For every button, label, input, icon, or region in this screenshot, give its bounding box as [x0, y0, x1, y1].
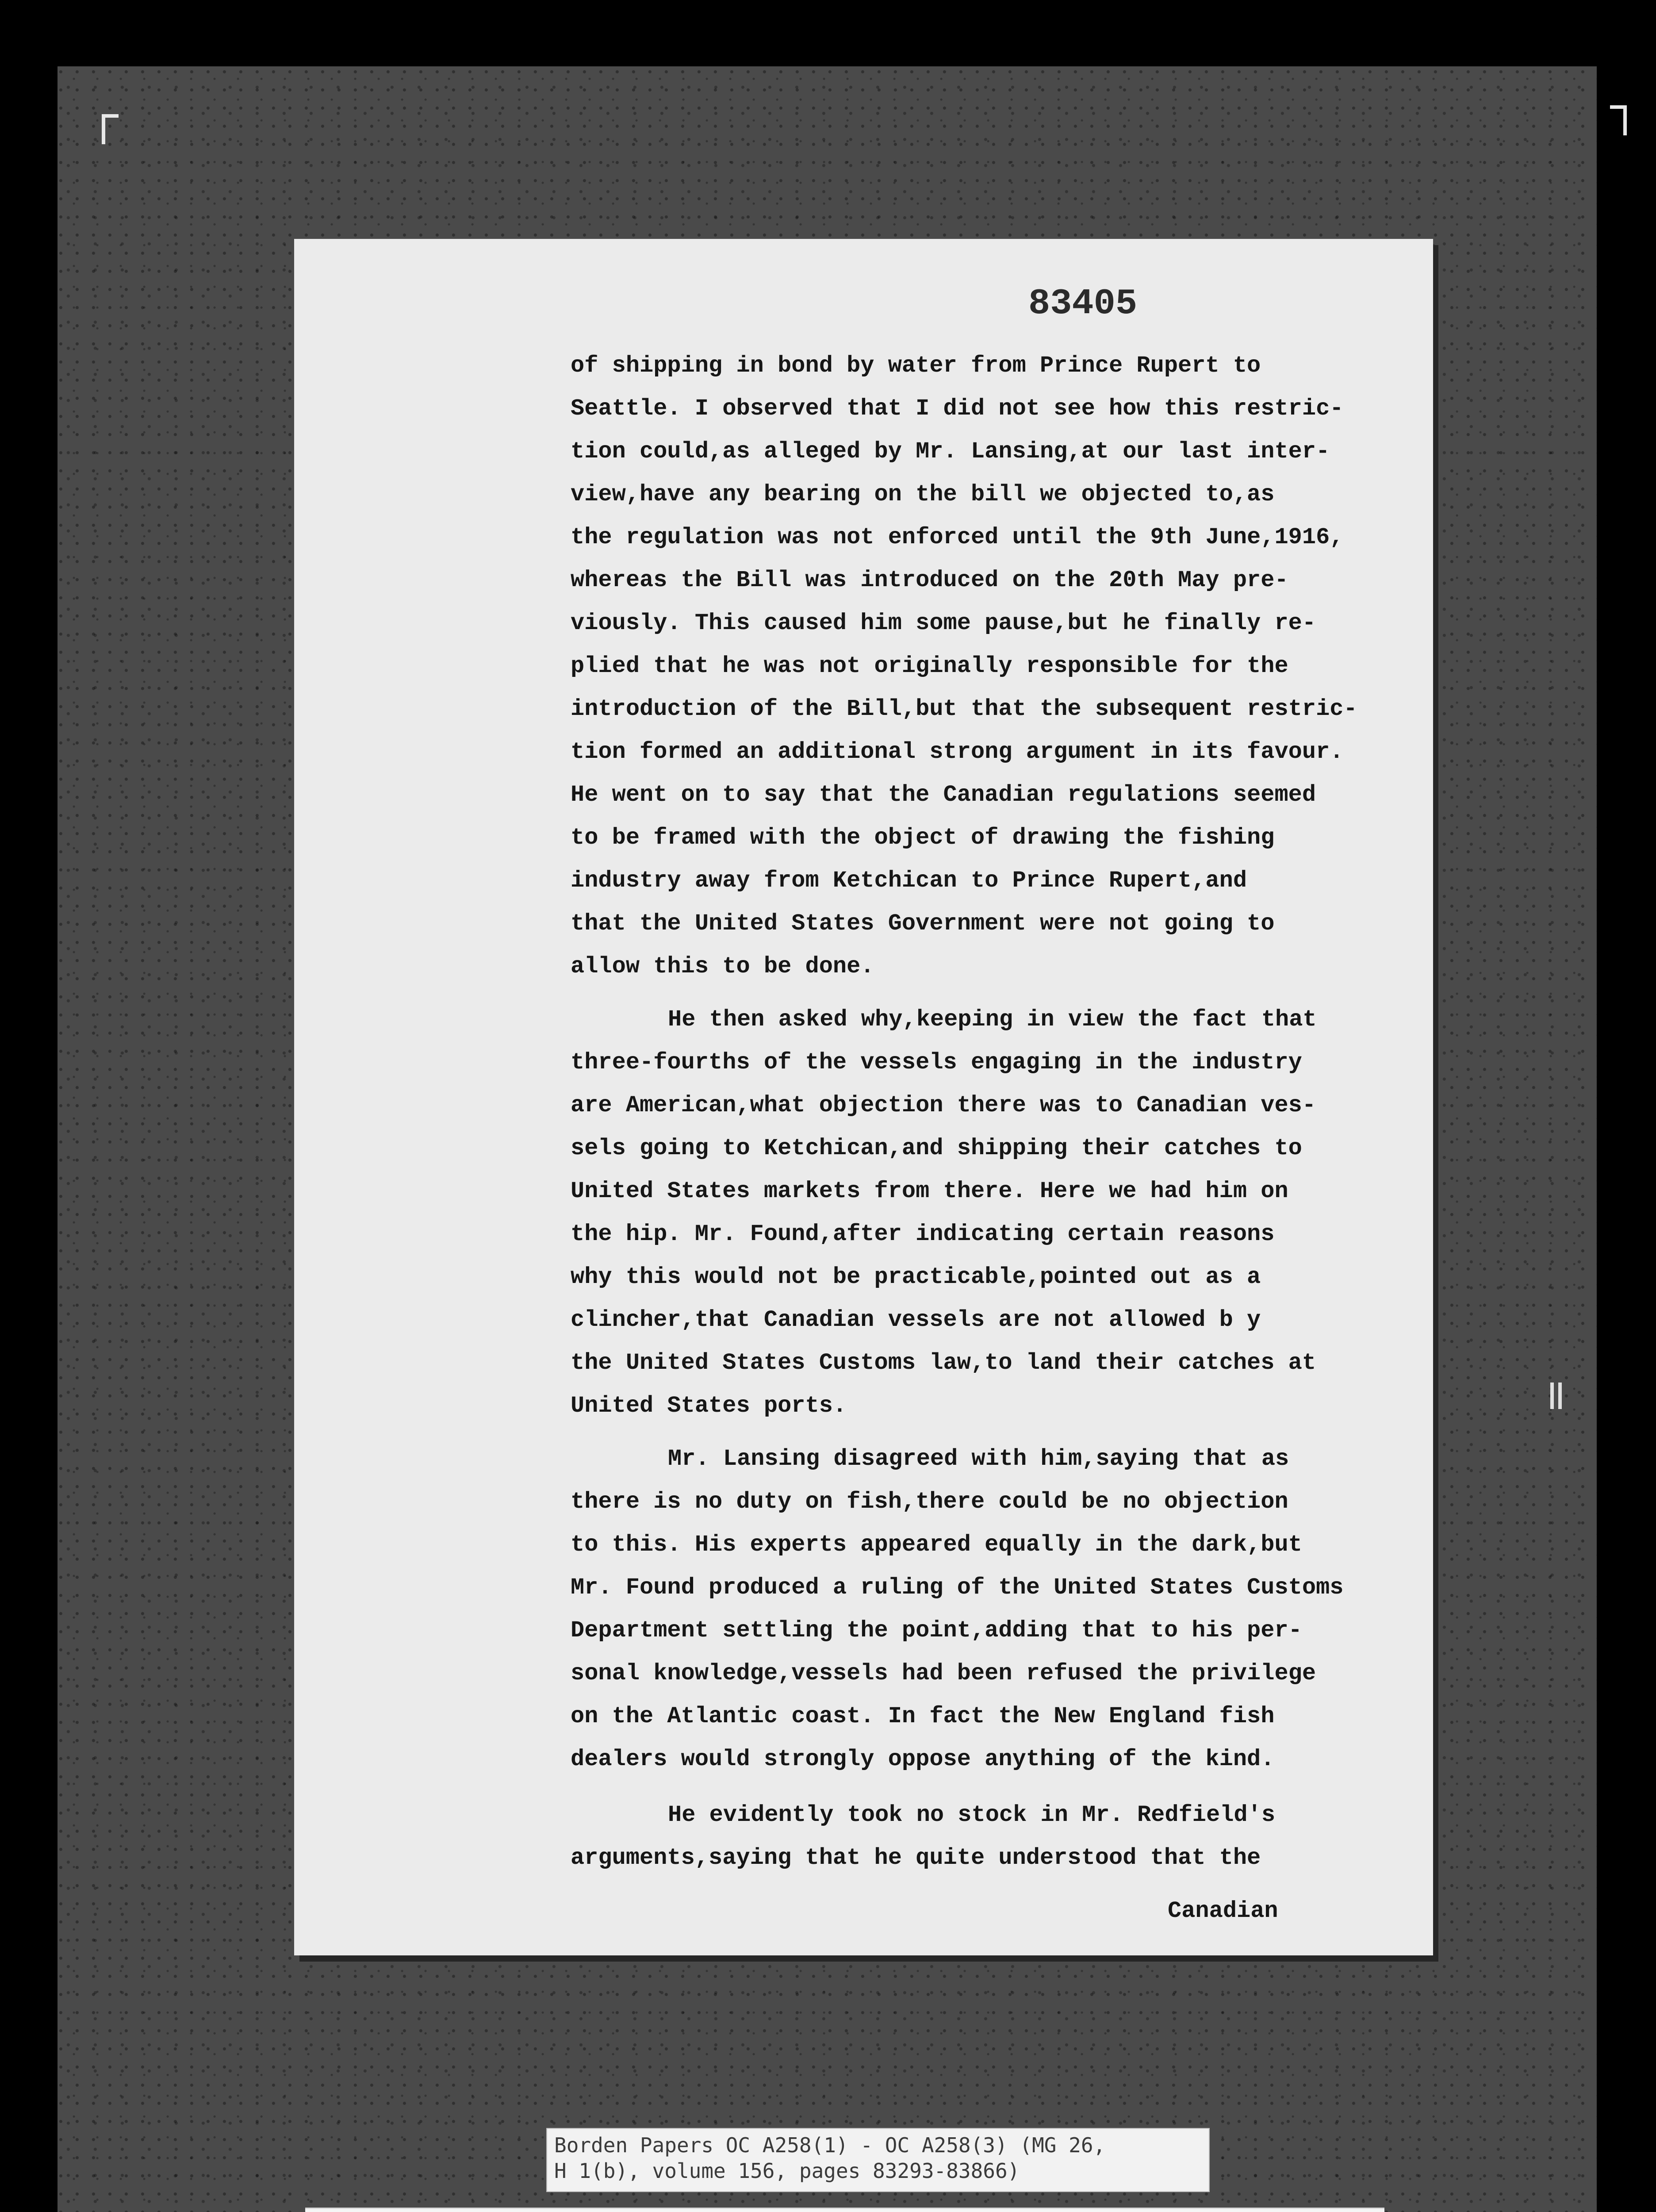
public-archives-label	[305, 2208, 1384, 2212]
text-line: the hip. Mr. Found,after indicating certain reasons	[571, 1221, 1275, 1247]
text-line: tion formed an additional strong argument in its favour.	[571, 739, 1344, 765]
text-line: plied that he was not originally responsible for the	[571, 653, 1288, 679]
text-line: introduction of the Bill,but that the subsequent restric-	[571, 696, 1357, 722]
text-line: the United States Customs law,to land their catches at	[571, 1350, 1316, 1376]
archive-reference-slip	[546, 2128, 1210, 2192]
text-line: allow this to be done.	[571, 953, 874, 979]
text-line: on the Atlantic coast. In fact the New England fish	[571, 1703, 1275, 1729]
text-line: Canadian	[1168, 1898, 1278, 1924]
reference-line-1: Borden Papers OC A258(1) - OC A258(3) (MG 26,	[554, 2133, 1106, 2157]
text-line: sonal knowledge,vessels had been refused the privilege	[571, 1660, 1316, 1686]
text-line: tion could,as alleged by Mr. Lansing,at our last inter-	[571, 438, 1330, 465]
text-line: Mr. Found produced a ruling of the United States Customs	[571, 1575, 1344, 1601]
text-line: the regulation was not enforced until the 9th June,1916,	[571, 524, 1344, 550]
text-line: Department settling the point,adding that to his per-	[571, 1617, 1302, 1644]
text-line: clincher,that Canadian vessels are not allowed b y	[571, 1307, 1261, 1333]
reference-line-2: H 1(b), volume 156, pages 83293-83866)	[554, 2159, 1020, 2183]
text-line: United States markets from there. Here we had him on	[571, 1178, 1288, 1204]
text-line: are American,what objection there was to Canadian ves-	[571, 1092, 1316, 1118]
text-line: of shipping in bond by water from Prince Rupert to	[571, 353, 1261, 379]
page-number: 83405	[1028, 283, 1138, 324]
text-line: three-fourths of the vessels engaging in the industry	[571, 1049, 1302, 1075]
text-line: to be framed with the object of drawing the fishing	[571, 825, 1275, 851]
text-line: viously. This caused him some pause,but he finally re-	[571, 610, 1316, 636]
text-line: dealers would strongly oppose anything of the kind.	[571, 1746, 1275, 1772]
text-line: there is no duty on fish,there could be no objection	[571, 1489, 1288, 1515]
text-line: arguments,saying that he quite understood that the	[571, 1845, 1261, 1871]
text-line: Seattle. I observed that I did not see how this restric-	[571, 396, 1344, 422]
text-line: Mr. Lansing disagreed with him,saying that as	[668, 1446, 1289, 1472]
text-line: that the United States Government were not going to	[571, 910, 1275, 937]
text-line: industry away from Ketchican to Prince Rupert,and	[571, 868, 1247, 894]
text-line: view,have any bearing on the bill we objected to,as	[571, 481, 1275, 507]
text-line: whereas the Bill was introduced on the 20th May pre-	[571, 567, 1288, 593]
text-line: He then asked why,keeping in view the fact that	[668, 1006, 1317, 1033]
text-line: He evidently took no stock in Mr. Redfield's	[668, 1802, 1276, 1828]
text-line: to this. His experts appeared equally in the dark,but	[571, 1532, 1302, 1558]
text-line: why this would not be practicable,pointed out as a	[571, 1264, 1261, 1290]
text-line: sels going to Ketchican,and shipping their catches to	[571, 1135, 1302, 1161]
text-line: United States ports.	[571, 1393, 847, 1419]
text-line: He went on to say that the Canadian regulations seemed	[571, 782, 1316, 808]
